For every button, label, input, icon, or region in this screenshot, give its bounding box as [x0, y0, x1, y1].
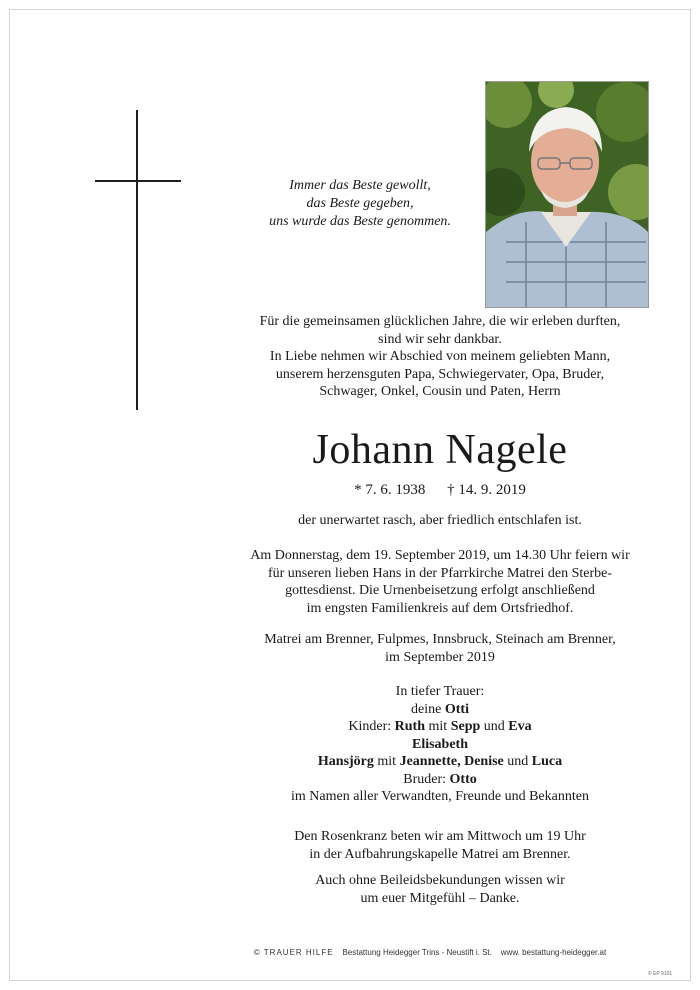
mourner-son: Hansjörg mit Jeannette, Denise und Luca [317, 754, 563, 769]
service-line: im engsten Familienkreis auf dem Ortsfriedhof. [306, 600, 574, 616]
service-line: gottesdienst. Die Urnenbeisetzung erfolgt anschließend [285, 583, 595, 598]
quote-line: das Beste gegeben, [306, 196, 414, 211]
footer-company: Bestattung Heidegger Trins - Neustift i. St. [342, 948, 492, 957]
mourner-children: Kinder: Ruth mit Sepp und Eva [348, 719, 532, 734]
rosary-line: in der Aufbahrungskapelle Matrei am Brenner. [309, 846, 571, 862]
intro-line: unserem herzensguten Papa, Schwiegervater, Opa, Bruder, [275, 366, 605, 382]
mourning-intro: In tiefer Trauer: [395, 684, 485, 699]
mourner-grandchild: Elisabeth [411, 736, 468, 752]
service-line: für unseren lieben Hans in der Pfarrkirche Matrei den Sterbe- [267, 565, 613, 581]
print-code: © EP 9101 [648, 971, 673, 977]
service-text [210, 547, 670, 617]
rosary-text [210, 828, 670, 863]
life-dates [210, 481, 670, 499]
intro-line: Für die gemeinsamen glücklichen Jahre, die wir erleben durften, [259, 314, 621, 329]
condolence-text [210, 872, 670, 907]
birth-date: * 7. 6. 1938 [354, 482, 426, 498]
memorial-quote [240, 177, 480, 231]
mourner-relatives: im Namen aller Verwandten, Freunde und Bekannten [291, 789, 589, 804]
cross-bar [95, 180, 181, 182]
footer-brand: © TRAUER HILFE [253, 948, 334, 957]
cross-icon [136, 110, 138, 410]
death-date: † 14. 9. 2019 [447, 482, 526, 498]
intro-line: sind wir sehr dankbar. [378, 331, 502, 347]
intro-line: Schwager, Onkel, Cousin und Paten, Herrn [319, 384, 561, 399]
condolence-line: um euer Mitgefühl – Danke. [360, 890, 520, 906]
place-line: im September 2019 [385, 649, 495, 665]
mourner-wife: deine Otti [411, 701, 469, 717]
passing-line: der unerwartet rasch, aber friedlich entschlafen ist. [298, 513, 582, 528]
mourners-list [210, 683, 670, 806]
footer-web: www. bestattung-heidegger.at [500, 948, 607, 957]
quote-line: Immer das Beste gewollt, [289, 178, 431, 193]
footer [200, 948, 660, 957]
service-line: Am Donnerstag, dem 19. September 2019, um 14.30 Uhr feiern wir [250, 548, 630, 563]
intro-line: In Liebe nehmen wir Abschied von meinem geliebten Mann, [269, 349, 611, 364]
passing-text [210, 512, 670, 530]
place-line: Matrei am Brenner, Fulpmes, Innsbruck, Steinach am Brenner, [264, 632, 616, 647]
quote-line: uns wurde das Beste genommen. [269, 214, 451, 229]
rosary-line: Den Rosenkranz beten wir am Mittwoch um 19 Uhr [294, 829, 586, 844]
deceased-name: Johann Nagele [312, 427, 568, 473]
portrait-photo [485, 81, 649, 308]
mourner-brother: Bruder: Otto [403, 771, 477, 787]
intro-text [210, 313, 670, 401]
obituary-card [9, 9, 691, 981]
condolence-line: Auch ohne Beileidsbekundungen wissen wir [315, 873, 565, 888]
place-date [210, 631, 670, 666]
